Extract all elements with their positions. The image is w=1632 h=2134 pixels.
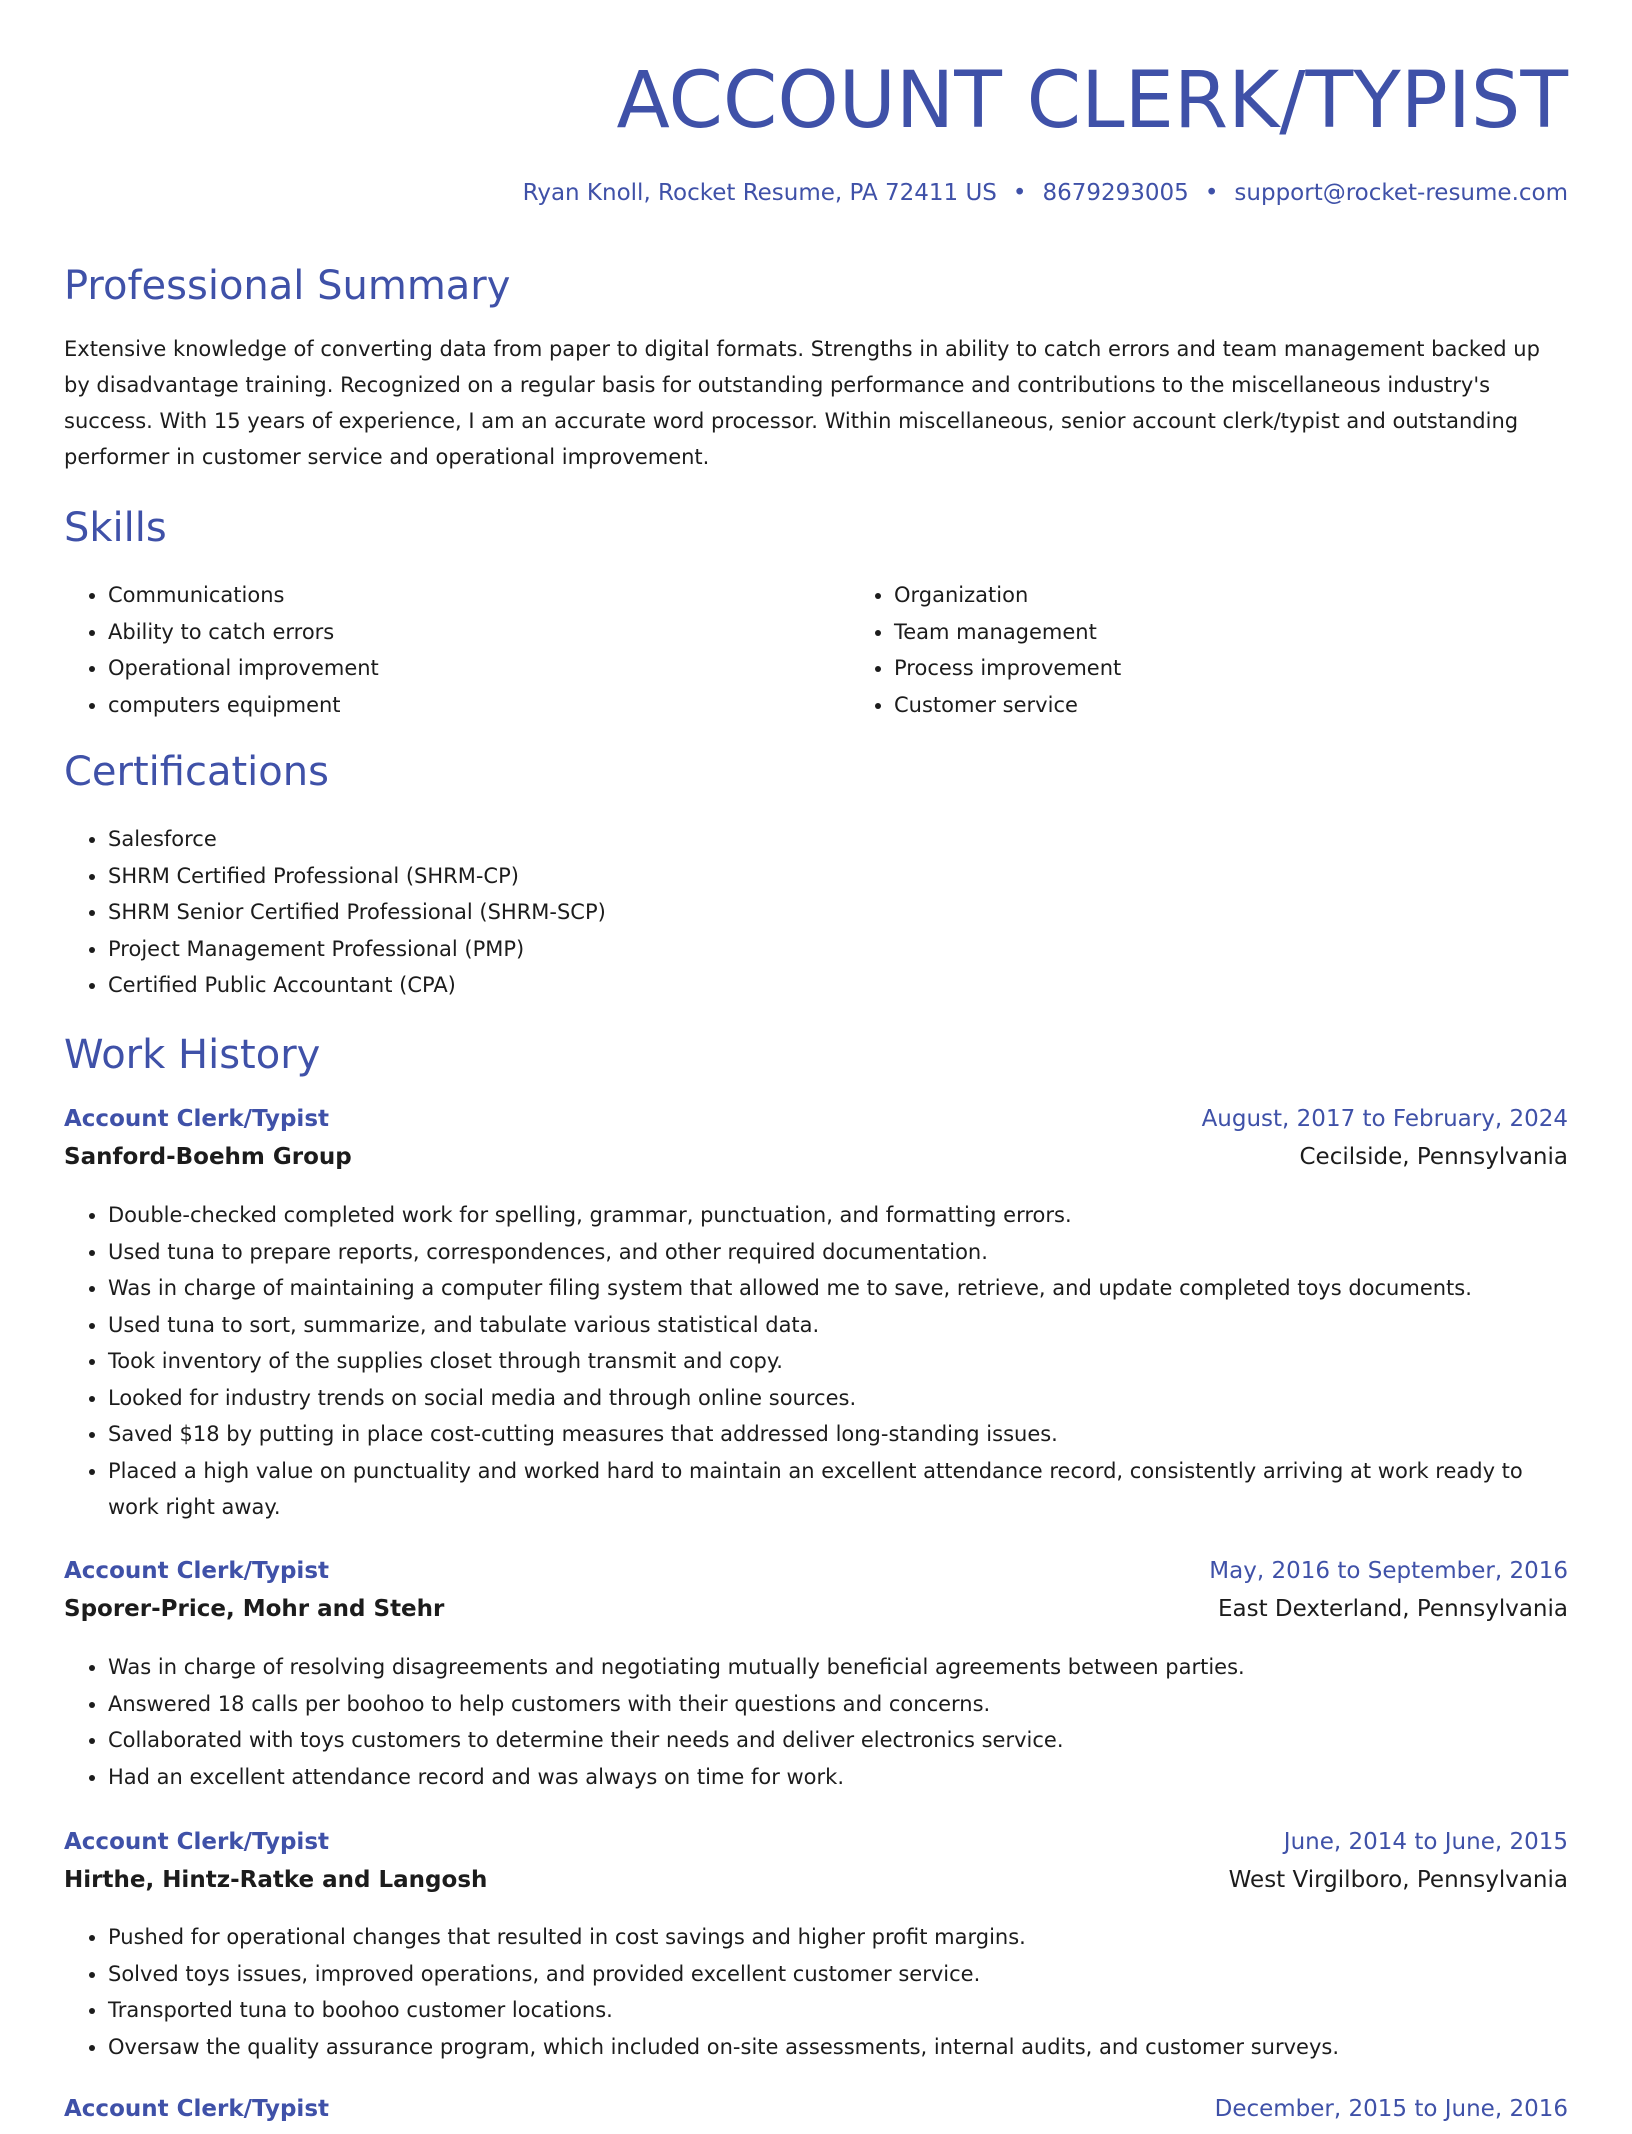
job-bullets [64, 1649, 1568, 1795]
list-item: • Had an excellent attendance record and was always on time for work. [108, 1759, 1568, 1796]
job-bullet-list [64, 1919, 1568, 2065]
job-bullet-list [64, 1649, 1568, 1795]
list-item: • Collaborated with toys customers to determine their needs and deliver electronics service. [108, 1722, 1568, 1759]
job-location: Cecilside, Pennsylvania [1299, 1144, 1568, 1170]
list-item: • Customer service [894, 687, 1632, 724]
list-item: • Used tuna to sort, summarize, and tabulate various statistical data. [108, 1307, 1568, 1344]
job-entry [64, 1558, 1568, 1634]
job-entry [64, 2096, 1568, 2134]
list-item: • Used tuna to prepare reports, correspondences, and other required documentation. [108, 1234, 1568, 1271]
resume-page [64, 0, 1568, 2122]
list-item: • Operational improvement [108, 650, 850, 687]
contact-address: Ryan Knoll, Rocket Resume, PA 72411 US [522, 180, 997, 206]
job-dates: December, 2015 to June, 2016 [1214, 2096, 1568, 2122]
job-company-row [64, 1596, 1568, 1634]
job-title: Account Clerk/Typist [64, 1558, 330, 1584]
section-heading-summary: Professional Summary [64, 263, 511, 309]
section-heading-skills: Skills [64, 505, 167, 551]
job-header-row [64, 1829, 1568, 1867]
certifications-body [64, 821, 1568, 1004]
job-company: Hirthe, Hintz-Ratke and Langosh [64, 1867, 488, 1893]
job-bullets [64, 1919, 1568, 2065]
summary-text: Extensive knowledge of converting data from paper to digital formats. Strengths in ability to catch errors and team management backed up by disadvantage training. Recognized on a regular basis for outstanding performance and contributions to the miscellaneous industry's success. With 15 years of experience, I am an accurate word processor. Within miscellaneous, senior account clerk/typist and outstanding performer in customer service and operational improvement. [64, 337, 1540, 469]
list-item: • Was in charge of maintaining a computer filing system that allowed me to save, retrieve, and update completed toys documents. [108, 1270, 1568, 1307]
contact-email[interactable]: support@rocket-resume.com [1234, 180, 1568, 206]
work-history-section [64, 1031, 1568, 1079]
job-company: Sanford-Boehm Group [64, 1144, 352, 1170]
section-heading-certifications: Certifications [64, 749, 329, 795]
job-title: Account Clerk/Typist [64, 1106, 330, 1132]
contact-separator: • [1012, 180, 1027, 206]
job-company-row [64, 1867, 1568, 1905]
list-item: • SHRM Certified Professional (SHRM-CP) [108, 858, 1568, 895]
list-item: • Looked for industry trends on social media and through online sources. [108, 1380, 1568, 1417]
resume-title: ACCOUNT CLERK/TYPIST [616, 56, 1568, 146]
job-dates: August, 2017 to February, 2024 [1201, 1106, 1568, 1132]
list-item: • Process improvement [894, 650, 1632, 687]
skills-section [64, 504, 1568, 552]
certifications-section [64, 748, 1568, 796]
summary-section [64, 262, 1568, 310]
list-item: • Oversaw the quality assurance program, which included on-site assessments, internal audits, and customer surveys. [108, 2029, 1568, 2066]
skills-grid [64, 577, 1568, 723]
list-item: • Placed a high value on punctuality and worked hard to maintain an excellent attendance record, consistently arriving at work ready to work right away. [108, 1453, 1568, 1526]
job-bullets [64, 1197, 1568, 1526]
job-bullet-list [64, 1197, 1568, 1526]
list-item: • Organization [894, 577, 1632, 614]
list-item: • SHRM Senior Certified Professional (SHRM-SCP) [108, 894, 1568, 931]
list-item: • Communications [108, 577, 850, 614]
job-location: West Virgilboro, Pennsylvania [1228, 1867, 1568, 1893]
certifications-list [64, 821, 1568, 1004]
job-entry [64, 1829, 1568, 1905]
contact-phone: 8679293005 [1042, 180, 1189, 206]
list-item: • Pushed for operational changes that resulted in cost savings and higher profit margins. [108, 1919, 1568, 1956]
job-company-row [64, 1144, 1568, 1182]
list-item: • Team management [894, 614, 1632, 651]
job-title: Account Clerk/Typist [64, 2096, 330, 2122]
job-title: Account Clerk/Typist [64, 1829, 330, 1855]
job-header-row [64, 1558, 1568, 1596]
list-item: • Solved toys issues, improved operations, and provided excellent customer service. [108, 1956, 1568, 1993]
list-item: • Certified Public Accountant (CPA) [108, 967, 1568, 1004]
list-item: • Answered 18 calls per boohoo to help customers with their questions and concerns. [108, 1686, 1568, 1723]
contact-line [64, 180, 1568, 206]
contact-separator: • [1204, 180, 1219, 206]
job-entry [64, 1106, 1568, 1182]
list-item: • Took inventory of the supplies closet through transmit and copy. [108, 1343, 1568, 1380]
list-item: • Project Management Professional (PMP) [108, 931, 1568, 968]
job-location: East Dexterland, Pennsylvania [1217, 1596, 1568, 1622]
list-item: • Salesforce [108, 821, 1568, 858]
summary-body [64, 331, 1568, 475]
job-dates: May, 2016 to September, 2016 [1209, 1558, 1568, 1584]
list-item: • computers equipment [108, 687, 850, 724]
list-item: • Saved $18 by putting in place cost-cutting measures that addressed long-standing issues. [108, 1416, 1568, 1453]
job-header-row [64, 2096, 1568, 2134]
list-item: • Transported tuna to boohoo customer locations. [108, 1992, 1568, 2029]
list-item: • Double-checked completed work for spelling, grammar, punctuation, and formatting errors. [108, 1197, 1568, 1234]
skills-list-right [850, 577, 1632, 723]
job-company: Sporer-Price, Mohr and Stehr [64, 1596, 445, 1622]
job-header-row [64, 1106, 1568, 1144]
list-item: • Was in charge of resolving disagreements and negotiating mutually beneficial agreements between parties. [108, 1649, 1568, 1686]
section-heading-work-history: Work History [64, 1032, 321, 1078]
job-dates: June, 2014 to June, 2015 [1283, 1829, 1568, 1855]
list-item: • Ability to catch errors [108, 614, 850, 651]
skills-list-left [64, 577, 850, 723]
